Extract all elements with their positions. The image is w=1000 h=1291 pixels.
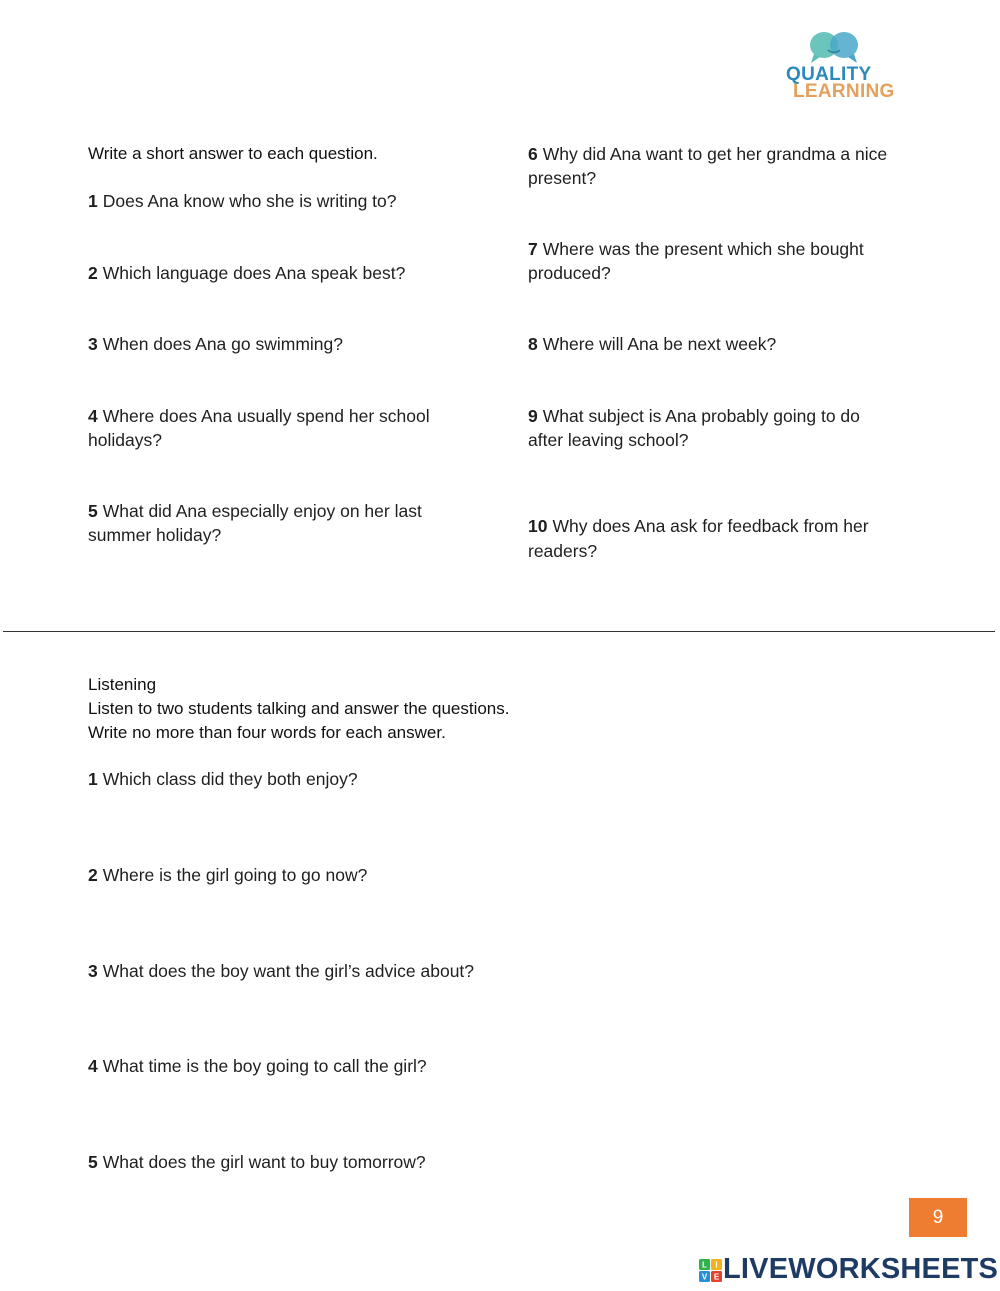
liveworksheets-logo-icon xyxy=(699,1259,723,1283)
listening-instruction-1: Listen to two students talking and answer the questions. xyxy=(88,699,510,718)
question-item: 4 Where does Ana usually spend her school holidays? xyxy=(88,406,430,450)
question-item: 7 Where was the present which she bought produced? xyxy=(528,239,864,283)
section-divider xyxy=(3,631,995,632)
page-number-badge: 9 xyxy=(909,1198,967,1237)
question-item: 2 Where is the girl going to go now? xyxy=(88,865,368,885)
question-item: 5 What does the girl want to buy tomorrow? xyxy=(88,1152,426,1172)
question-item: 2 Which language does Ana speak best? xyxy=(88,263,406,283)
question-item: 9 What subject is Ana probably going to do after leaving school? xyxy=(528,406,860,450)
svg-text:E: E xyxy=(713,1272,720,1282)
question-item: 5 What did Ana especially enjoy on her last summer holiday? xyxy=(88,501,422,545)
question-item: 3 What does the boy want the girl’s advice about? xyxy=(88,961,475,981)
listening-heading: Listening xyxy=(88,675,157,694)
question-item: 4 What time is the boy going to call the girl? xyxy=(88,1056,427,1076)
question-item: 8 Where will Ana be next week? xyxy=(528,334,777,354)
liveworksheets-brand[interactable]: LIVEWORKSHEETS xyxy=(723,1253,999,1285)
logo-text-learning: LEARNING xyxy=(793,81,895,102)
question-item: 1 Does Ana know who she is writing to? xyxy=(88,191,397,211)
svg-text:I: I xyxy=(715,1260,718,1270)
svg-text:V: V xyxy=(701,1272,708,1282)
logo-text-quality: QUALITY xyxy=(786,64,872,85)
listening-instruction-2: Write no more than four words for each answer. xyxy=(88,723,446,742)
question-item: 10 Why does Ana ask for feedback from her readers? xyxy=(528,516,869,561)
question-item: 6 Why did Ana want to get her grandma a nice present? xyxy=(528,144,888,188)
question-item: 3 When does Ana go swimming? xyxy=(88,334,344,354)
question-item: 1 Which class did they both enjoy? xyxy=(88,769,358,789)
reading-instruction: Write a short answer to each question. xyxy=(88,144,378,163)
svg-text:L: L xyxy=(702,1260,707,1270)
